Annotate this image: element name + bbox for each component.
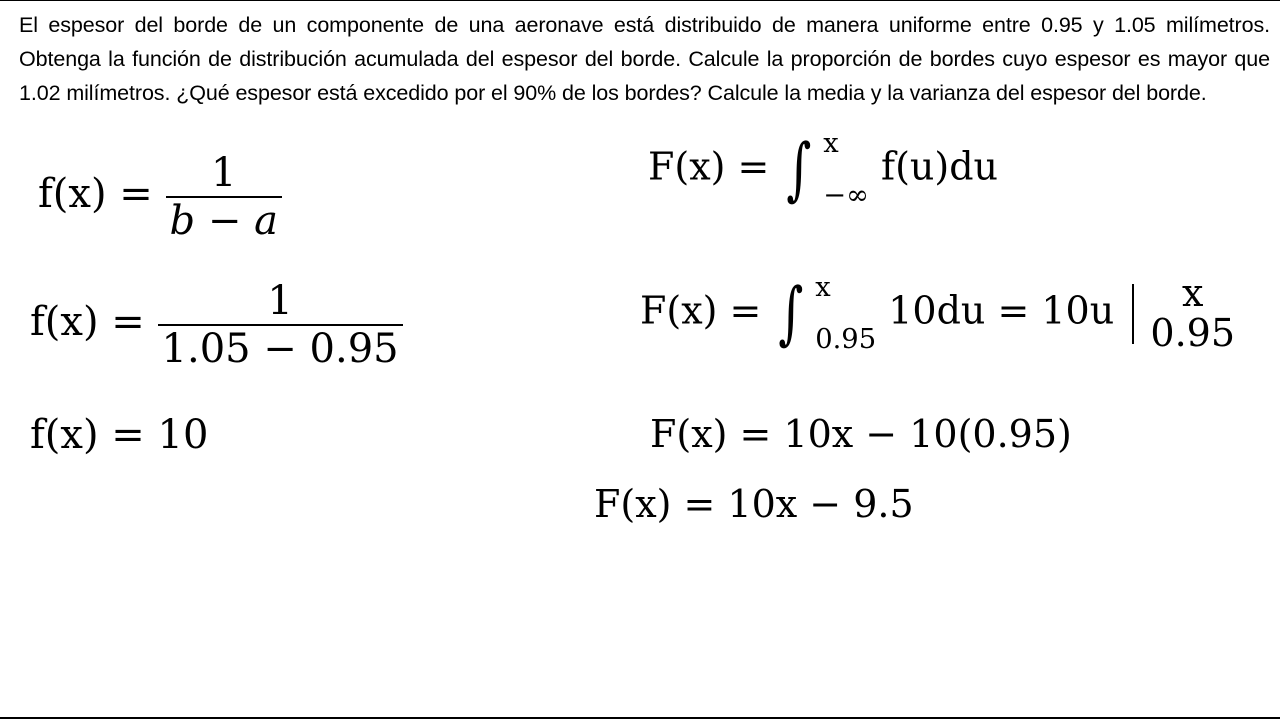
integral-upper-limit: x xyxy=(815,272,831,303)
evaluation-bar xyxy=(1132,284,1134,344)
equation-lhs: F(x) = xyxy=(648,144,770,189)
integral-limits xyxy=(815,262,876,366)
evaluation-upper-limit: x xyxy=(1181,271,1204,316)
evaluation-limits xyxy=(1150,271,1235,355)
equation-text: F(x) = 10x − 9.5 xyxy=(594,482,914,526)
fraction xyxy=(158,278,403,372)
integrand: 10du = 10u xyxy=(888,288,1115,333)
equation-lhs: f(x) = xyxy=(38,171,153,217)
integral-lower-limit: −∞ xyxy=(823,179,869,211)
integral-sign: ∫ xyxy=(778,273,804,353)
fraction-denominator: b − a xyxy=(169,198,278,244)
evaluation-lower-limit: 0.95 xyxy=(1150,310,1235,355)
bottom-rule xyxy=(0,717,1280,719)
fraction-numerator: 1 xyxy=(267,278,293,324)
fraction-denominator: 1.05 − 0.95 xyxy=(161,326,399,372)
problem-statement: El espesor del borde de un componente de una aeronave está distribuido de manera uniforme entre 0.95 y 1.05 milímetros. Obtenga la función de distribución acumulada del espesor del borde. Calcule la proporción de bordes cuyo espesor es mayor que 1.02 milímetros. ¿Qué espesor está excedido por el 90% de los bordes? Calcule la media y la varianza del espesor del borde. xyxy=(19,13,1270,105)
equation-cdf-definition xyxy=(648,118,998,222)
equation-cdf-result xyxy=(594,482,914,526)
equation-pdf-value xyxy=(30,412,208,458)
equation-pdf-substituted xyxy=(30,278,403,372)
fraction-numerator: 1 xyxy=(211,150,237,196)
top-rule xyxy=(0,0,1280,1)
equation-lhs: F(x) = xyxy=(640,288,762,333)
equation-text: f(x) = 10 xyxy=(30,412,209,458)
integral-upper-limit: x xyxy=(823,128,839,159)
equation-pdf-general xyxy=(38,150,282,244)
equation-cdf-expanded xyxy=(650,412,1072,456)
integral-lower-limit: 0.95 xyxy=(815,323,877,355)
integrand: f(u)du xyxy=(881,144,999,189)
equation-lhs: f(x) = xyxy=(30,299,145,345)
equation-cdf-integral xyxy=(640,262,1235,366)
integral-limits xyxy=(823,118,869,222)
fraction xyxy=(166,150,282,244)
integral-sign: ∫ xyxy=(786,129,812,209)
equation-text: F(x) = 10x − 10(0.95) xyxy=(650,412,1072,456)
